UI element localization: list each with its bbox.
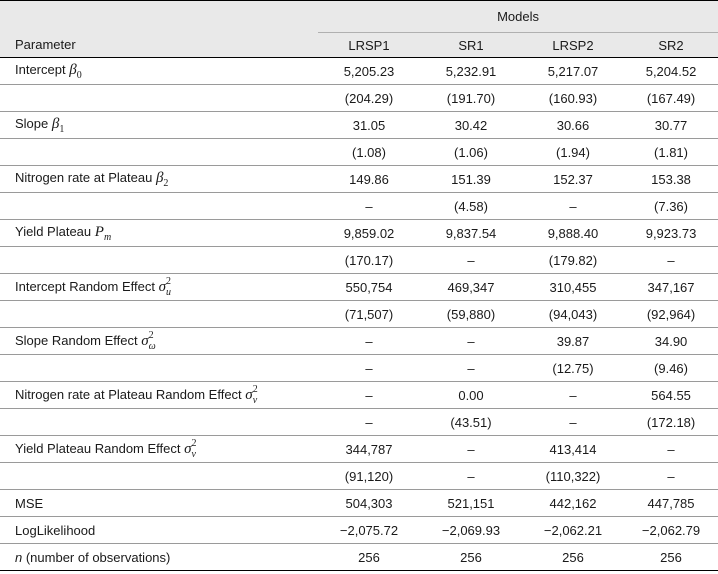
table-row	[0, 139, 718, 166]
value-cell: 344,787	[345, 441, 393, 457]
parameter-label	[0, 112, 318, 139]
table-row	[0, 85, 718, 112]
value-cell: –	[569, 198, 577, 214]
value-cell: 5,205.23	[343, 63, 395, 79]
table-row	[0, 463, 718, 490]
value-cell: 347,167	[647, 279, 695, 295]
value-cell: –	[467, 252, 475, 268]
value-cell: 39.87	[556, 333, 590, 349]
symbol-base: β	[69, 61, 77, 78]
value-cell: (9.46)	[654, 360, 688, 376]
symbol-superscript: 2	[148, 329, 154, 341]
symbol-base: σ	[184, 440, 192, 457]
model-column-header: SR1	[420, 33, 522, 58]
value-cell: (94,043)	[548, 306, 598, 322]
parameter-column-header: Parameter	[0, 33, 318, 58]
parameter-label	[0, 139, 318, 166]
model-column-header: LRSP2	[522, 33, 624, 58]
value-cell: 153.38	[651, 171, 691, 187]
value-cell: –	[467, 468, 475, 484]
parameter-symbol	[141, 329, 156, 352]
value-cell: 31.05	[352, 117, 386, 133]
value-cell: (110,322)	[545, 468, 601, 484]
value-cell: 9,923.73	[645, 225, 697, 241]
symbol-superscript: 2	[165, 275, 171, 287]
value-cell: 30.77	[654, 117, 688, 133]
parameter-label	[0, 166, 318, 193]
table-row	[0, 328, 718, 355]
symbol-base: β	[51, 115, 60, 132]
value-cell: 564.55	[651, 387, 691, 403]
parameter-label	[0, 409, 318, 436]
parameter-name: MSE	[15, 495, 44, 511]
value-cell: 9,888.40	[547, 225, 599, 241]
parameter-name: Slope	[15, 115, 49, 131]
value-cell: 5,204.52	[645, 63, 697, 79]
parameter-label	[0, 517, 318, 544]
symbol-base: P	[94, 223, 104, 240]
table-row	[0, 193, 718, 220]
value-cell: 30.42	[454, 117, 488, 133]
value-cell: 152.37	[553, 171, 593, 187]
table-row	[0, 355, 718, 382]
value-cell: 256	[562, 549, 584, 565]
value-cell: 9,837.54	[445, 225, 497, 241]
value-cell: (1.94)	[556, 144, 590, 160]
parameter-label	[0, 463, 318, 490]
table-row	[0, 544, 718, 571]
symbol-subscript: v	[191, 448, 196, 460]
parameter-label	[0, 220, 318, 247]
value-cell: (170.17)	[344, 252, 394, 268]
table-row	[0, 247, 718, 274]
symbol-base: β	[155, 169, 164, 186]
value-cell: –	[667, 468, 675, 484]
value-cell: (1.81)	[654, 144, 688, 160]
value-cell: 310,455	[549, 279, 597, 295]
value-cell: –	[365, 333, 373, 349]
parameter-name: Yield Plateau	[15, 223, 92, 239]
value-cell: 413,414	[549, 441, 597, 457]
parameter-symbol	[158, 275, 171, 298]
value-cell: –	[667, 441, 675, 457]
table-row	[0, 382, 718, 409]
value-cell: (92,964)	[646, 306, 696, 322]
value-cell: (4.58)	[454, 198, 488, 214]
parameter-name: Slope Random Effect	[15, 332, 138, 348]
value-cell: –	[467, 441, 475, 457]
value-cell: 30.66	[556, 117, 590, 133]
value-cell: –	[365, 198, 373, 214]
parameter-symbol	[184, 437, 197, 460]
table-row	[0, 301, 718, 328]
parameter-label	[0, 490, 318, 517]
models-group-header: Models	[318, 1, 718, 33]
model-column-header: LRSP1	[318, 33, 420, 58]
symbol-subscript: m	[103, 231, 112, 243]
table-row	[0, 274, 718, 301]
symbol-base: σ	[245, 386, 253, 403]
symbol-base: σ	[158, 278, 166, 295]
value-cell: (12.75)	[552, 360, 594, 376]
value-cell: (1.06)	[454, 144, 488, 160]
parameter-label	[0, 328, 318, 355]
value-cell: (167.49)	[646, 90, 696, 106]
value-cell: −2,069.93	[441, 522, 501, 538]
value-cell: 256	[660, 549, 682, 565]
value-cell: –	[467, 333, 475, 349]
parameter-name: (number of observations)	[22, 549, 171, 565]
value-cell: –	[365, 414, 373, 430]
header-empty-cell	[0, 1, 318, 33]
symbol-subscript: 1	[59, 123, 65, 135]
value-cell: −2,075.72	[339, 522, 399, 538]
symbol-subscript: 2	[163, 177, 169, 189]
parameter-label	[0, 274, 318, 301]
parameter-label	[0, 301, 318, 328]
parameter-symbol	[155, 169, 169, 189]
value-cell: –	[365, 387, 373, 403]
parameter-symbol	[245, 383, 258, 406]
parameter-symbol	[69, 61, 82, 81]
value-cell: 550,754	[345, 279, 393, 295]
value-cell: (191.70)	[446, 90, 496, 106]
value-cell: 34.90	[654, 333, 688, 349]
value-cell: (59,880)	[446, 306, 496, 322]
symbol-base: σ	[141, 332, 149, 349]
parameter-name: Intercept Random Effect	[15, 278, 155, 294]
value-cell: 447,785	[647, 495, 695, 511]
value-cell: 256	[460, 549, 482, 565]
value-cell: (160.93)	[548, 90, 598, 106]
parameter-label	[0, 382, 318, 409]
symbol-subscript: ω	[148, 340, 156, 352]
parameter-symbol	[51, 115, 65, 135]
header-row-group	[0, 1, 718, 33]
parameter-label	[0, 247, 318, 274]
parameter-name: Nitrogen rate at Plateau Random Effect	[15, 386, 242, 402]
value-cell: (172.18)	[646, 414, 696, 430]
value-cell: 5,217.07	[547, 63, 599, 79]
parameter-label	[0, 355, 318, 382]
table-row	[0, 490, 718, 517]
parameter-label	[0, 193, 318, 220]
symbol-subscript: v	[252, 394, 258, 406]
symbol-subscript: u	[165, 286, 171, 298]
parameter-label	[0, 544, 318, 571]
value-cell: 5,232.91	[445, 63, 497, 79]
value-cell: 149.86	[349, 171, 389, 187]
table-row	[0, 220, 718, 247]
parameter-symbol	[94, 223, 112, 243]
header-row-columns	[0, 33, 718, 58]
value-cell: 256	[358, 549, 380, 565]
table-row	[0, 517, 718, 544]
value-cell: –	[365, 360, 373, 376]
table-row	[0, 409, 718, 436]
parameter-label	[0, 436, 318, 463]
parameter-name: LogLikelihood	[15, 522, 96, 538]
parameter-name: Yield Plateau Random Effect	[15, 440, 181, 456]
symbol-superscript: 2	[252, 383, 258, 395]
value-cell: (91,120)	[344, 468, 394, 484]
model-column-header: SR2	[624, 33, 718, 58]
table-row	[0, 166, 718, 193]
symbol-superscript: 2	[191, 437, 197, 449]
value-cell: (71,507)	[344, 306, 394, 322]
value-cell: 469,347	[447, 279, 495, 295]
value-cell: (43.51)	[450, 414, 492, 430]
parameter-label	[0, 85, 318, 112]
table-body	[0, 58, 718, 571]
value-cell: 442,162	[549, 495, 597, 511]
value-cell: 151.39	[451, 171, 491, 187]
parameter-label	[0, 58, 318, 85]
parameter-name: Intercept	[15, 61, 66, 77]
value-cell: 521,151	[447, 495, 495, 511]
value-cell: −2,062.79	[641, 522, 701, 538]
parameter-symbol: n	[15, 549, 23, 565]
value-cell: 9,859.02	[343, 225, 395, 241]
value-cell: 0.00	[458, 387, 484, 403]
value-cell: −2,062.21	[543, 522, 603, 538]
value-cell: (179.82)	[548, 252, 598, 268]
symbol-subscript: 0	[76, 69, 82, 81]
value-cell: –	[467, 360, 475, 376]
value-cell: –	[569, 387, 577, 403]
table-row	[0, 436, 718, 463]
parameter-name: Nitrogen rate at Plateau	[15, 169, 153, 185]
value-cell: 504,303	[345, 495, 393, 511]
value-cell: (7.36)	[654, 198, 688, 214]
value-cell: (1.08)	[352, 144, 386, 160]
value-cell: –	[569, 414, 577, 430]
value-cell: (204.29)	[344, 90, 394, 106]
value-cell: –	[667, 252, 675, 268]
table-row	[0, 58, 718, 85]
table-row	[0, 112, 718, 139]
